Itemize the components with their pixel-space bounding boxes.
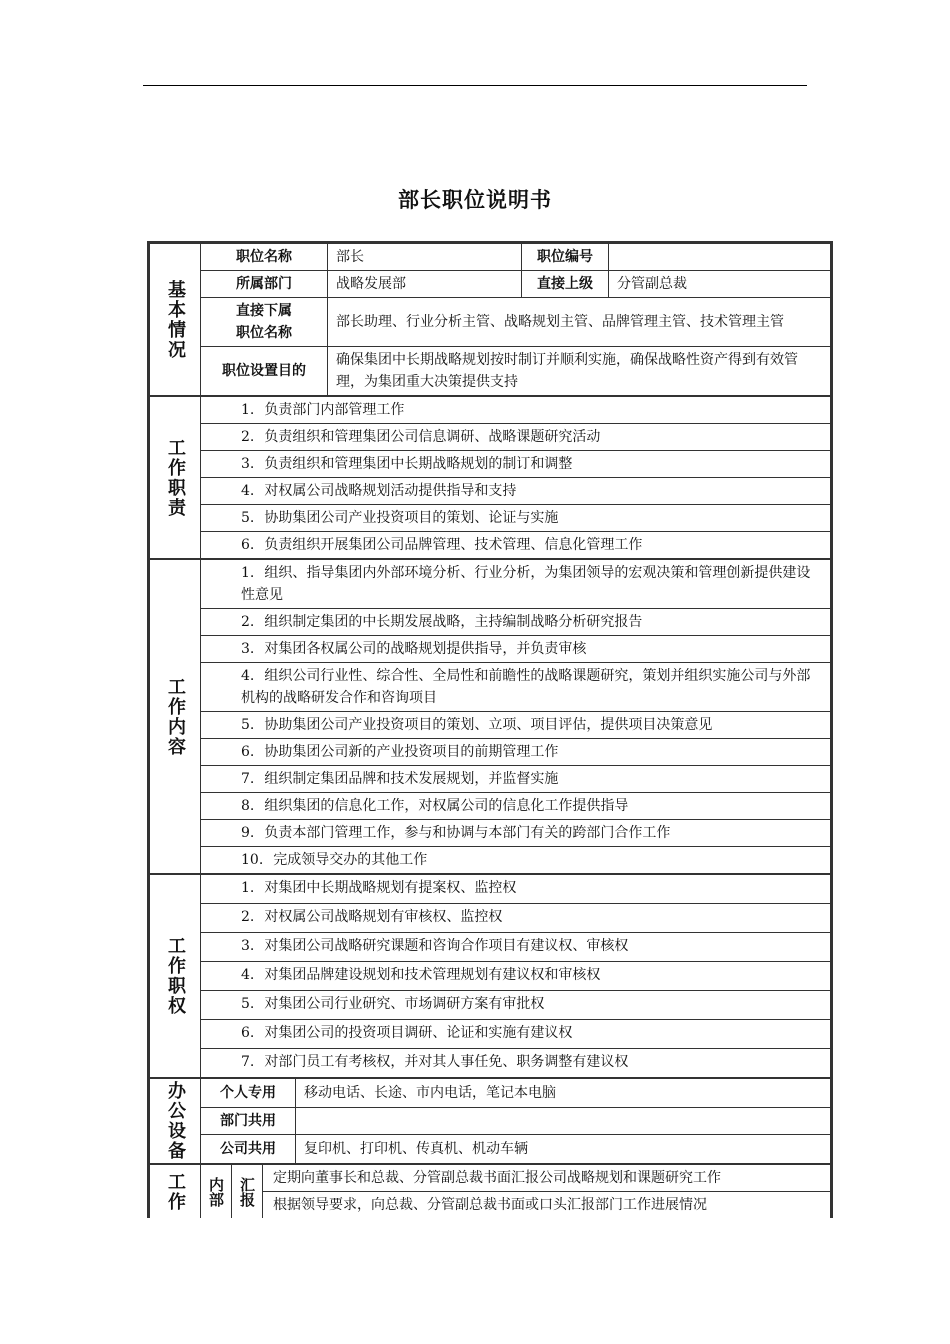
position-name-value: 部长 [328,244,522,270]
duty-item-text: 对权属公司战略规划活动提供指导和支持 [264,483,517,499]
section-heading-relations: 工作 [150,1165,201,1218]
position-code-value [609,244,830,270]
content-item-text: 负责本部门管理工作，参与和协调与本部门有关的跨部门合作工作 [264,825,671,841]
content-item [201,793,830,820]
duty-item [201,424,830,451]
content-item-number: 8. [241,798,255,814]
report-label: 汇报 [232,1165,263,1218]
purpose-label: 职位设置目的 [201,347,328,395]
company-value: 复印机、打印机、传真机、机动车辆 [304,1141,528,1157]
content-item-text: 组织制定集团品牌和技术发展规划，并监督实施 [264,771,559,787]
duty-item-text: 负责组织开展集团公司品牌管理、技术管理、信息化管理工作 [264,537,643,553]
duty-item-number: 2. [241,429,255,445]
content-item-number: 7. [241,771,255,787]
document-title: 部长职位说明书 [398,188,552,212]
content-item [201,560,830,609]
content-item-number: 10. [241,852,264,868]
section-duties [150,397,830,560]
authority-item-text: 对集团公司的投资项目调研、论证和实施有建议权 [264,1025,573,1041]
authority-item-text: 对集团公司行业研究、市场调研方案有审批权 [264,996,545,1012]
subordinates-label: 直接下属 职位名称 [201,298,328,346]
position-code-label: 职位编号 [522,244,609,270]
section-relations [150,1165,830,1218]
authority-item-number: 6. [241,1025,255,1041]
section-basic-info [150,244,830,397]
authority-item-text: 对部门员工有考核权，并对其人事任免、职务调整有建议权 [264,1054,629,1070]
duty-item-text: 负责组织和管理集团公司信息调研、战略课题研究活动 [264,429,601,445]
company-label: 公司共用 [201,1135,296,1163]
authority-item-text: 对集团品牌建设规划和技术管理规划有建议权和审核权 [264,967,601,983]
department-value: 战略发展部 [328,271,522,297]
section-heading-basic: 基本情况 [150,244,201,395]
content-item-text: 协助集团公司产业投资项目的策划、立项、项目评估，提供项目决策意见 [264,717,713,733]
row-personal-equipment [201,1079,830,1108]
content-item-number: 3. [241,641,255,657]
section-heading-authority: 工作职权 [150,875,201,1077]
section-content [150,560,830,875]
authority-item-number: 1. [241,880,255,896]
duty-item [201,451,830,478]
content-item-text: 组织制定集团的中长期发展战略，主持编制战略分析研究报告 [264,614,643,630]
authority-item [201,1049,830,1077]
content-item-text: 组织、指导集团内外部环境分析、行业分析，为集团领导的宏观决策和管理创新提供建设性意见 [241,565,811,603]
dept-value [296,1108,830,1134]
authority-item-number: 3. [241,938,255,954]
authority-item [201,991,830,1020]
content-item-text: 完成领导交办的其他工作 [273,852,428,868]
content-item [201,739,830,766]
department-label: 所属部门 [201,271,328,297]
content-item [201,820,830,847]
content-item-text: 组织公司行业性、综合性、全局性和前瞻性的战略课题研究，策划并组织实施公司与外部机构的战略研发合作和咨询项目 [241,668,811,706]
duty-item-text: 协助集团公司产业投资项目的策划、论证与实施 [264,510,559,526]
content-item-number: 9. [241,825,255,841]
authority-item-number: 7. [241,1054,255,1070]
content-item-number: 6. [241,744,255,760]
content-item [201,663,830,712]
superior-value: 分管副总裁 [617,276,687,292]
authority-item [201,933,830,962]
job-description-form [147,241,833,1218]
position-name-label: 职位名称 [201,244,328,270]
section-heading-content: 工作内容 [150,560,201,873]
purpose-value: 确保集团中长期战略规划按时制订并顺利实施，确保战略性资产得到有效管理，为集团重大决策提供支持 [336,352,798,390]
authority-item-text: 对权属公司战略规划有审核权、监控权 [264,909,503,925]
section-heading-duties: 工作职责 [150,397,201,558]
content-item [201,847,830,873]
row-company-equipment [201,1135,830,1163]
content-item-number: 2. [241,614,255,630]
duty-item [201,505,830,532]
section-heading-equipment: 办公设备 [150,1079,201,1163]
row-purpose [201,347,830,395]
header-rule [143,85,807,86]
duty-item-number: 6. [241,537,255,553]
relation-item-text: 根据领导要求，向总裁、分管副总裁书面或口头汇报部门工作进展情况 [273,1197,707,1213]
content-item [201,766,830,793]
authority-item-number: 5. [241,996,255,1012]
content-item-number: 1. [241,565,255,581]
authority-item-text: 对集团中长期战略规划有提案权、监控权 [264,880,517,896]
authority-item [201,875,830,904]
duty-item-number: 3. [241,456,255,472]
content-item [201,636,830,663]
authority-item [201,904,830,933]
duty-item-number: 5. [241,510,255,526]
content-item-number: 4. [241,668,255,684]
content-item-text: 组织集团的信息化工作，对权属公司的信息化工作提供指导 [264,798,629,814]
duty-item [201,532,830,558]
dept-label: 部门共用 [201,1108,296,1134]
internal-label: 内部 [201,1165,232,1218]
authority-item-text: 对集团公司战略研究课题和咨询合作项目有建议权、审核权 [264,938,629,954]
content-item-text: 对集团各权属公司的战略规划提供指导，并负责审核 [264,641,587,657]
relation-item [263,1165,830,1192]
duty-item [201,478,830,505]
authority-item-number: 2. [241,909,255,925]
duty-item-text: 负责组织和管理集团中长期战略规划的制订和调整 [264,456,573,472]
subordinates-value: 部长助理、行业分析主管、战略规划主管、品牌管理主管、技术管理主管 [336,314,784,330]
duty-item [201,397,830,424]
row-dept-equipment [201,1108,830,1135]
relation-item-text: 定期向董事长和总裁、分管副总裁书面汇报公司战略规划和课题研究工作 [273,1170,721,1186]
row-subordinates [201,298,830,347]
row-position-name [201,244,830,271]
content-item-number: 5. [241,717,255,733]
relation-item [263,1192,830,1218]
section-authority [150,875,830,1079]
personal-value: 移动电话、长途、市内电话，笔记本电脑 [304,1085,556,1101]
authority-item-number: 4. [241,967,255,983]
authority-item [201,1020,830,1049]
personal-label: 个人专用 [201,1079,296,1107]
row-department [201,271,830,298]
superior-label: 直接上级 [522,271,609,297]
content-item [201,609,830,636]
duty-item-number: 4. [241,483,255,499]
content-item-text: 协助集团公司新的产业投资项目的前期管理工作 [264,744,559,760]
content-item [201,712,830,739]
section-equipment [150,1079,830,1165]
duty-item-text: 负责部门内部管理工作 [264,402,405,418]
authority-item [201,962,830,991]
duty-item-number: 1. [241,402,255,418]
